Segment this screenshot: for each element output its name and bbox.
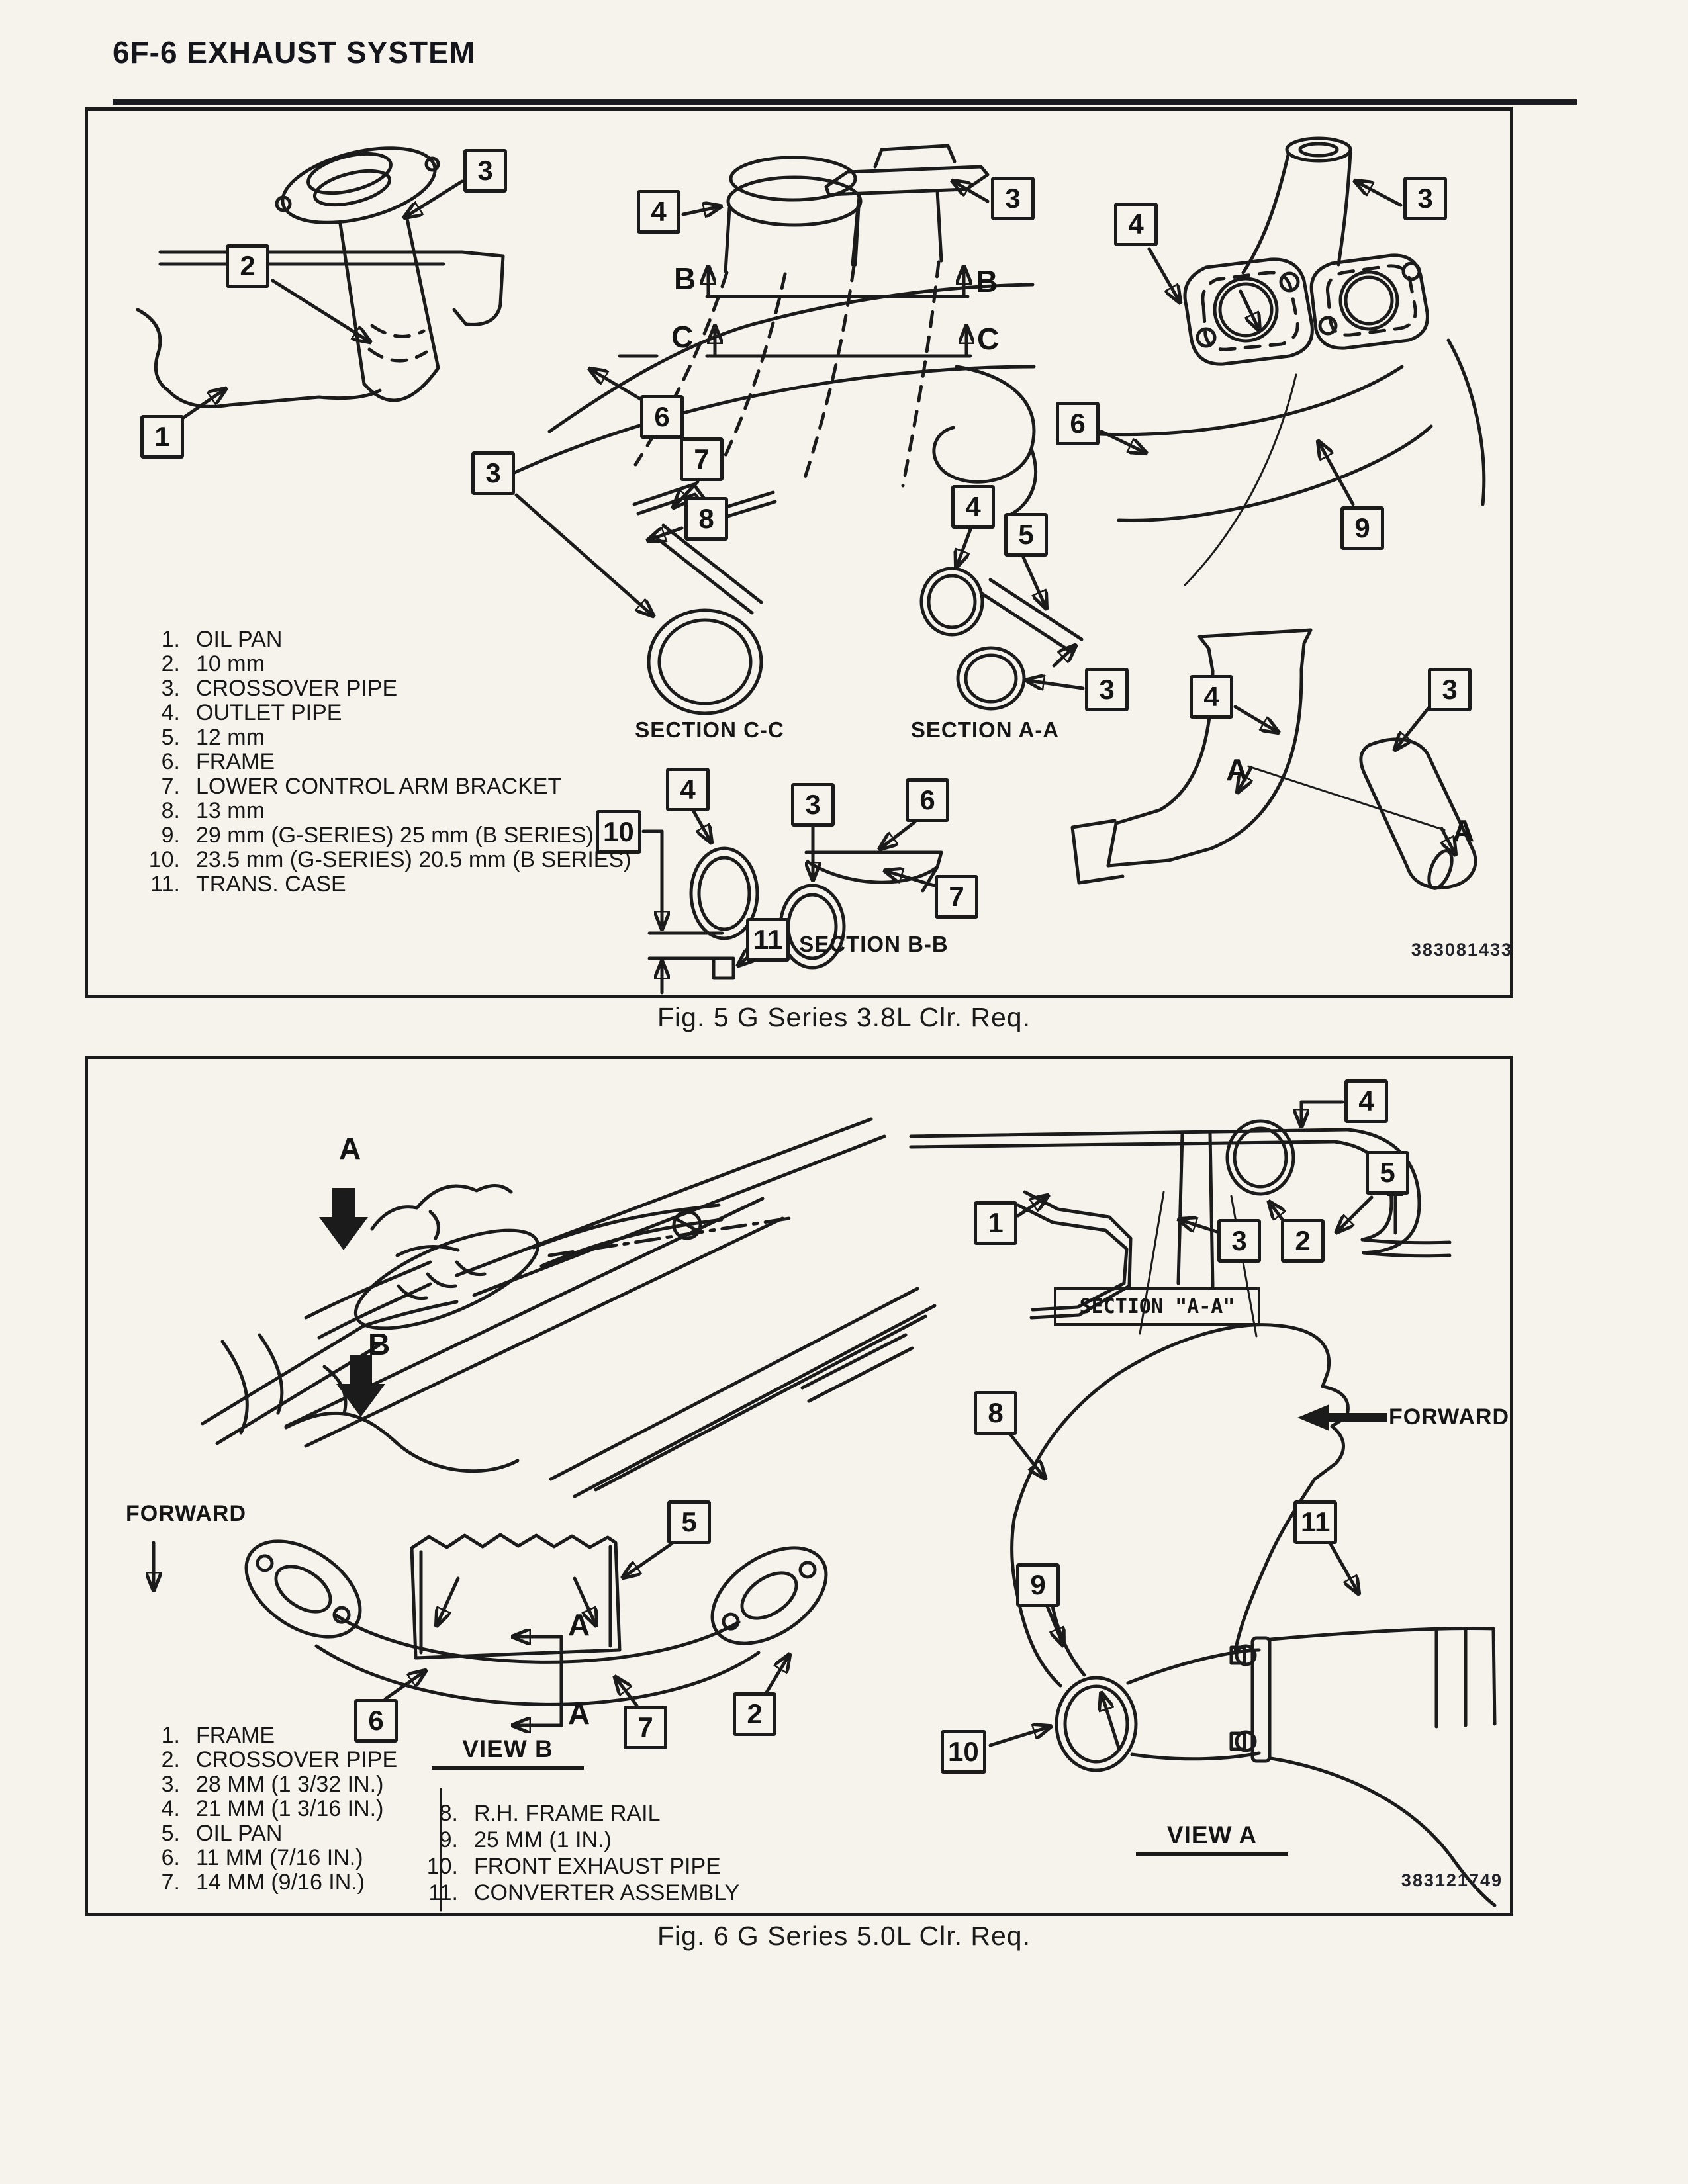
view-letter-a: A xyxy=(339,1131,361,1165)
callout-frame-rail: 8 xyxy=(974,1391,1017,1435)
callout-front-exhaust-pipe: 10 xyxy=(941,1730,986,1774)
section-letter-b: B xyxy=(976,264,998,298)
list-item: 11. CONVERTER ASSEMBLY xyxy=(428,1880,740,1905)
callout-29mm: 9 xyxy=(1340,506,1384,550)
fig5-caption: Fig. 5 G Series 3.8L Clr. Req. xyxy=(657,1002,1031,1032)
callout-outlet-pipe: 4 xyxy=(951,485,995,529)
list-item: 2. CROSSOVER PIPE xyxy=(161,1747,398,1772)
callout-oil-pan: 5 xyxy=(667,1500,711,1544)
callout-outlet-pipe: 4 xyxy=(1190,675,1233,719)
callout-outlet-pipe: 4 xyxy=(666,768,710,811)
callout-frame: 6 xyxy=(1056,402,1100,445)
view-letter-a: A xyxy=(568,1696,590,1731)
callout-crossover-pipe: 3 xyxy=(1403,177,1447,220)
callout-13mm: 8 xyxy=(684,497,728,541)
callout-crossover-pipe: 3 xyxy=(463,149,507,193)
list-item: 1. FRAME xyxy=(161,1723,275,1748)
callout-14mm: 7 xyxy=(624,1706,667,1749)
list-item: 10. 23.5 mm (G-SERIES) 20.5 mm (B SERIES) xyxy=(148,847,632,872)
callout-25mm: 9 xyxy=(1016,1563,1060,1607)
callout-trans-case: 11 xyxy=(746,918,790,962)
list-item: 1. OIL PAN xyxy=(161,627,283,652)
list-item: 11. TRANS. CASE xyxy=(150,872,346,897)
callout-crossover-pipe: 2 xyxy=(1281,1219,1325,1263)
list-item: 7. 14 MM (9/16 IN.) xyxy=(161,1870,365,1895)
fig6-caption: Fig. 6 G Series 5.0L Clr. Req. xyxy=(657,1921,1031,1951)
list-item: 6. 11 MM (7/16 IN.) xyxy=(161,1845,363,1870)
callout-12mm: 5 xyxy=(1004,513,1048,557)
fig5-parts-list xyxy=(127,627,631,897)
fig6-parts-list-col2 xyxy=(405,1800,739,1906)
section-letter-a: A xyxy=(1226,752,1248,787)
list-item: 4. 21 MM (1 3/16 IN.) xyxy=(161,1796,384,1821)
list-item: 4. OUTLET PIPE xyxy=(161,700,342,725)
forward-label: FORWARD xyxy=(1389,1404,1510,1430)
callout-21mm: 4 xyxy=(1344,1079,1388,1123)
callout-control-arm-bracket: 7 xyxy=(680,437,724,481)
fig6-section-aa-label: SECTION "A-A" xyxy=(1054,1287,1260,1326)
view-letter-b: B xyxy=(368,1327,391,1361)
callout-23-5mm: 10 xyxy=(596,810,641,854)
callout-control-arm-bracket: 7 xyxy=(935,875,978,919)
view-b-label: VIEW B xyxy=(432,1735,584,1770)
callout-crossover-pipe: 3 xyxy=(1085,668,1129,711)
callout-oil-pan: 5 xyxy=(1366,1151,1409,1195)
list-item: 5. 12 mm xyxy=(161,725,265,750)
list-item: 6. FRAME xyxy=(161,749,275,774)
section-aa-label: SECTION A-A xyxy=(910,717,1060,742)
fig6-parts-list-col1 xyxy=(127,1723,397,1895)
callout-28mm: 3 xyxy=(1217,1219,1261,1263)
fig6-drawing-number: 383121749 xyxy=(1401,1870,1503,1890)
callout-crossover-pipe: 2 xyxy=(733,1692,776,1736)
list-item: 2. 10 mm xyxy=(161,651,265,676)
list-item: 9. 25 MM (1 IN.) xyxy=(439,1827,612,1852)
callout-crossover-pipe: 3 xyxy=(1428,668,1472,711)
callout-crossover-pipe: 3 xyxy=(991,177,1035,220)
list-item: 7. LOWER CONTROL ARM BRACKET xyxy=(161,774,562,799)
list-item: 3. CROSSOVER PIPE xyxy=(161,676,398,701)
section-bb-label: SECTION B-B xyxy=(799,932,949,956)
section-letter-a: A xyxy=(1452,813,1475,848)
list-item: 8. R.H. FRAME RAIL xyxy=(439,1801,661,1826)
header-rule xyxy=(113,99,1577,105)
section-letter-c: C xyxy=(977,322,1000,356)
callout-crossover-pipe: 3 xyxy=(471,451,515,495)
list-item: 10. FRONT EXHAUST PIPE xyxy=(426,1854,721,1879)
callout-frame: 1 xyxy=(974,1201,1017,1245)
callout-frame: 6 xyxy=(906,778,949,822)
list-item: 5. OIL PAN xyxy=(161,1821,283,1846)
section-letter-b: B xyxy=(674,261,696,296)
callout-converter: 11 xyxy=(1293,1500,1337,1544)
forward-label: FORWARD xyxy=(126,1501,247,1526)
callout-outlet-pipe: 4 xyxy=(637,190,680,234)
view-a-label: VIEW A xyxy=(1136,1821,1288,1856)
page-title: 6F-6 EXHAUST SYSTEM xyxy=(113,35,476,69)
callout-10mm: 2 xyxy=(226,244,269,288)
list-item: 8. 13 mm xyxy=(161,798,265,823)
callout-frame: 6 xyxy=(640,395,684,439)
section-letter-c: C xyxy=(671,320,694,354)
fig5-drawing-number: 383081433 xyxy=(1411,940,1513,960)
section-cc-label: SECTION C-C xyxy=(635,717,784,742)
list-item: 9. 29 mm (G-SERIES) 25 mm (B SERIES) xyxy=(161,823,594,848)
callout-outlet-pipe: 4 xyxy=(1114,203,1158,246)
view-letter-a: A xyxy=(568,1608,590,1642)
callout-oil-pan: 1 xyxy=(140,415,184,459)
list-item: 3. 28 MM (1 3/32 IN.) xyxy=(161,1772,384,1797)
callout-11mm: 6 xyxy=(354,1699,398,1743)
callout-crossover-pipe: 3 xyxy=(791,783,835,827)
